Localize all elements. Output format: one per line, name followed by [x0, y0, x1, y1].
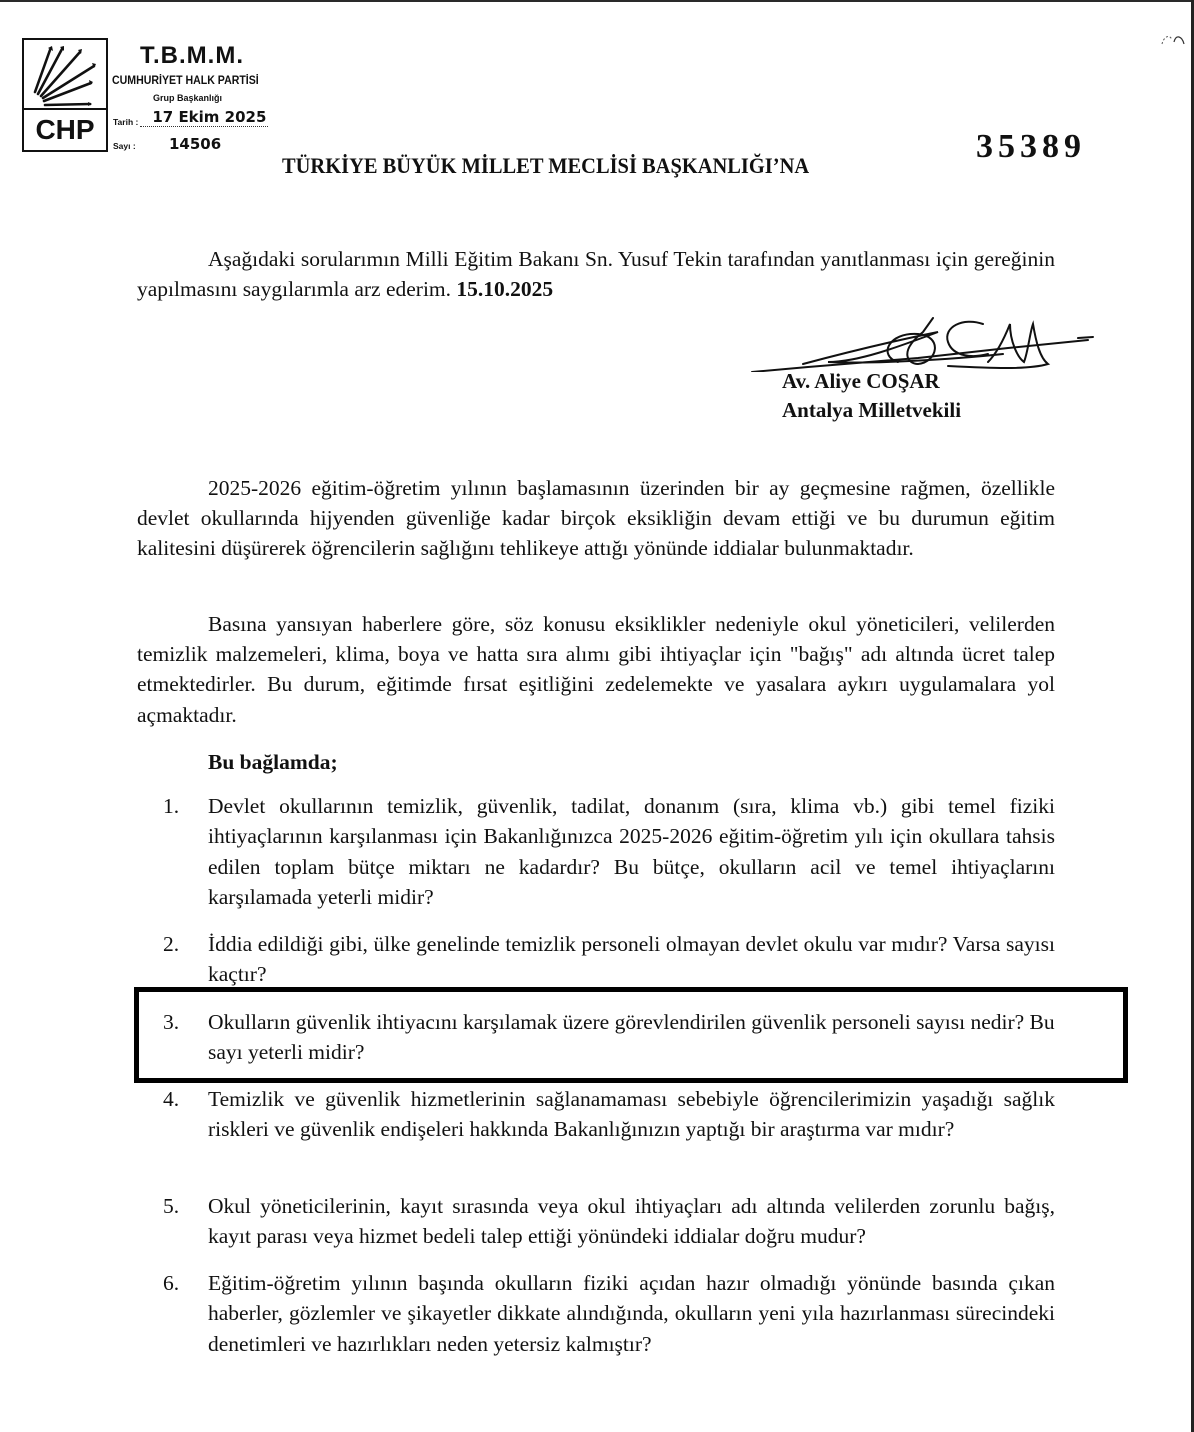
document-number: 35389 — [976, 128, 1086, 165]
date-label: Tarih : — [113, 117, 139, 127]
question-number: 2. — [163, 932, 180, 956]
intro-paragraph — [137, 244, 1055, 304]
unit-name: Grup Başkanlığı — [153, 93, 223, 103]
intro-date: 15.10.2025 — [456, 277, 554, 302]
paragraph-text: 2025-2026 eğitim-öğretim yılının başlamasının üzerinden bir ay geçmesine rağmen, özellikle devlet okullarında hijyenden güvenliğe kadar birçok eksikliğin devam ettiği ve bu durumun eğitim kalitesini düşürerek öğrencilerin sağlığını tehlikeye attığı yönünde iddialar bulunmaktadır. — [137, 476, 1055, 561]
body-paragraph — [137, 609, 1055, 730]
institution-name: T.B.M.M. — [140, 42, 244, 69]
question-number: 1. — [163, 794, 180, 818]
question-text: Eğitim-öğretim yılının başında okulların fiziki açıdan hazır olmadığı yönünde basında çıkan haberler, gözlemler ve şikayetler dikkate alındığında, okulların yeni yıla hazırlanması sürecindeki denetimleri ve hazırlıkları neden yetersiz kalmıştır? — [208, 1271, 1055, 1356]
question-number: 6. — [163, 1271, 180, 1295]
question-item — [163, 1191, 1055, 1252]
question-text: Temizlik ve güvenlik hizmetlerinin sağlanamaması sebebiyle öğrencilerimizin yaşadığı sağlık riskleri ve güvenlik endişeleri hakkında Bakanlığınızın yaptığı bir araştırma var mıdır? — [208, 1087, 1055, 1142]
date-value: 17 Ekim 2025 — [140, 108, 268, 127]
number-value: 14506 — [169, 135, 222, 153]
body-paragraph — [137, 473, 1055, 564]
number-row — [113, 135, 221, 155]
scan-top-edge — [0, 0, 1194, 2]
signature — [748, 312, 1108, 372]
signer-name: Av. Aliye COŞAR — [782, 369, 940, 393]
scan-mark-icon — [1158, 30, 1188, 54]
logo-rays-icon — [24, 40, 106, 110]
question-text: İddia edildiği gibi, ülke genelinde temizlik personeli olmayan devlet okulu var mıdır? Varsa sayısı kaçtır? — [208, 932, 1055, 987]
question-item — [163, 791, 1055, 913]
question-item — [163, 929, 1055, 990]
question-number: 3. — [163, 1010, 180, 1034]
question-text: Okulların güvenlik ihtiyacını karşılamak üzere görevlendirilen güvenlik personeli sayısı nedir? Bu sayı yeterli midir? — [208, 1010, 1055, 1065]
party-name: CUMHURİYET HALK PARTİSİ — [112, 75, 259, 87]
context-label: Bu bağlamda; — [208, 750, 338, 774]
question-number: 5. — [163, 1194, 180, 1218]
question-item — [163, 1084, 1055, 1145]
date-row — [113, 108, 268, 130]
question-item-highlighted — [163, 1007, 1055, 1068]
question-text: Okul yöneticilerinin, kayıt sırasında veya okul ihtiyaçları adı altında velilerden zorunlu bağış, kayıt parası veya hizmet bedeli talep ettiği yönündeki iddialar doğru mudur? — [208, 1194, 1055, 1249]
intro-text: Aşağıdaki sorularımın Milli Eğitim Bakanı Sn. Yusuf Tekin tarafından yanıtlanması için gereğinin yapılmasını saygılarımla arz ederim. — [137, 247, 1055, 302]
chp-logo — [22, 38, 108, 152]
logo-text: CHP — [35, 114, 95, 145]
number-label: Sayı : — [113, 141, 136, 151]
paragraph-text: Basına yansıyan haberlere göre, söz konusu eksiklikler nedeniyle okul yöneticileri, velilerden temizlik malzemeleri, klima, boya ve hatta sıra alımı gibi ihtiyaçlar için "bağış" adı altında ücret talep etmektedirler. Bu durum, eğitimde fırsat eşitliğini zedelemekte ve yasalara aykırı uygulamalara yol açmaktadır. — [137, 612, 1055, 727]
question-text: Devlet okullarının temizlik, güvenlik, tadilat, donanım (sıra, klima vb.) gibi temel fiziki ihtiyaçlarının karşılanması için Bakanlığınızca 2025-2026 eğitim-öğretim yılı için okullara tahsis edilen toplam bütçe miktarı ne kadardır? Bu bütçe, okulların acil ve temel ihtiyaçlarını karşılamada yeterli midir? — [208, 794, 1055, 910]
addressee-heading: TÜRKİYE BÜYÜK MİLLET MECLİSİ BAŞKANLIĞI’NA — [282, 153, 810, 178]
signer-role: Antalya Milletvekili — [782, 398, 962, 422]
question-number: 4. — [163, 1087, 180, 1111]
question-item — [163, 1268, 1055, 1359]
